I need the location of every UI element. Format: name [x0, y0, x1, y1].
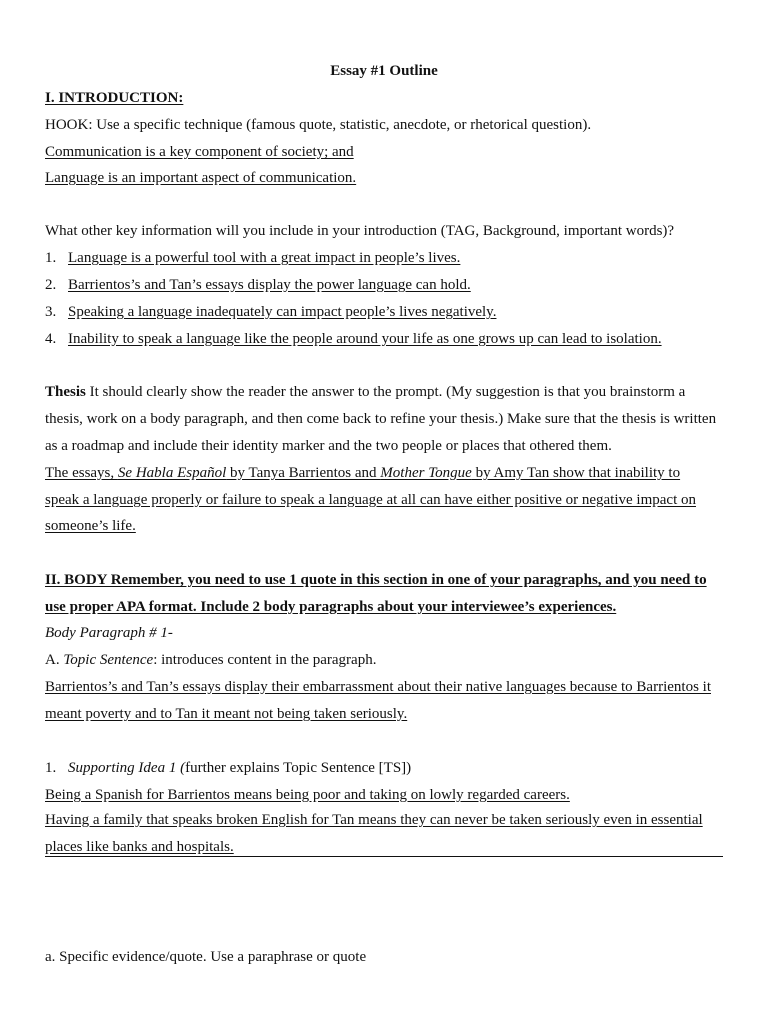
answer-divider [45, 856, 723, 857]
essay-title-tan: Mother Tongue [380, 465, 472, 481]
hook-answer-line-2: Language is an important aspect of communication. [45, 170, 357, 186]
hook-answer-line-1: Communication is a key component of society; and [45, 144, 354, 160]
topic-prefix: A. [45, 652, 64, 668]
support-suffix: further explains Topic Sentence [TS]) [185, 760, 412, 776]
introduction-heading: I. INTRODUCTION: [45, 90, 184, 106]
item-text: Language is a powerful tool with a great impact in people’s lives. [68, 250, 461, 266]
item-text: Speaking a language inadequately can impact people’s lives negatively. [68, 304, 497, 320]
topic-answer-line-1: Barrientos’s and Tan’s essays display their embarrassment about their native languages because to Barrientos it [45, 679, 711, 695]
thesis-answer-line-2: speak a language properly or failure to speak a language at all can have either positive or negative impact on [45, 492, 696, 508]
body-heading-line-1: II. BODY Remember, you need to use 1 quote in this section in one of your paragraphs, and you need to [45, 572, 707, 588]
thesis-answer-text: by Amy Tan show that inability to [471, 465, 681, 481]
support-label: Supporting Idea 1 ( [68, 760, 186, 776]
thesis-instruction-line-2: thesis, work on a body paragraph, and then come back to refine your thesis.) Make sure that the thesis is written [45, 411, 717, 427]
support-number: 1. [45, 760, 57, 776]
item-text: Inability to speak a language like the people around your life as one grows up can lead to isolation. [68, 331, 662, 347]
key-info-item [45, 248, 460, 268]
item-number: 2. [45, 277, 57, 293]
thesis-label: Thesis [45, 384, 86, 400]
topic-suffix: : introduces content in the paragraph. [153, 652, 377, 668]
item-text: Barrientos’s and Tan’s essays display the power language can hold. [68, 277, 471, 293]
key-info-prompt: What other key information will you include in your introduction (TAG, Background, important words)? [45, 223, 675, 239]
thesis-instruction-line-3: as a roadmap and include their identity marker and the two people or places that othered them. [45, 438, 612, 454]
supporting-idea-instruction [45, 758, 411, 778]
support-answer-line-3: places like banks and hospitals. [45, 839, 234, 855]
evidence-instruction: a. Specific evidence/quote. Use a paraphrase or quote [45, 949, 367, 965]
key-info-item [45, 329, 662, 349]
key-info-item [45, 275, 471, 295]
document-title: Essay #1 Outline [330, 63, 438, 79]
key-info-item [45, 302, 496, 322]
topic-sentence-instruction [45, 650, 376, 670]
topic-answer-line-2: meant poverty and to Tan it meant not being taken seriously. [45, 706, 408, 722]
body-paragraph-label: Body Paragraph # 1- [45, 625, 173, 641]
hook-instruction: HOOK: Use a specific technique (famous quote, statistic, anecdote, or rhetorical question). [45, 117, 592, 133]
support-answer-line-1: Being a Spanish for Barrientos means being poor and taking on lowly regarded careers. [45, 787, 570, 803]
thesis-answer-text: The essays, [45, 465, 118, 481]
thesis-instruction-line-1 [45, 382, 685, 402]
essay-title-barrientos: Se Habla Español [117, 465, 227, 481]
body-heading-line-2: use proper APA format. Include 2 body paragraphs about your interviewee’s experiences. [45, 599, 617, 615]
item-number: 1. [45, 250, 57, 266]
topic-label: Topic Sentence [63, 652, 154, 668]
item-number: 4. [45, 331, 57, 347]
item-number: 3. [45, 304, 57, 320]
thesis-instruction-text: It should clearly show the reader the answer to the prompt. (My suggestion is that you brainstorm a [85, 384, 686, 400]
support-answer-line-2: Having a family that speaks broken English for Tan means they can never be taken seriously even in essential [45, 812, 703, 828]
thesis-answer-line-1 [45, 463, 680, 483]
thesis-answer-text: by Tanya Barrientos and [226, 465, 381, 481]
thesis-answer-line-3: someone’s life. [45, 518, 136, 534]
